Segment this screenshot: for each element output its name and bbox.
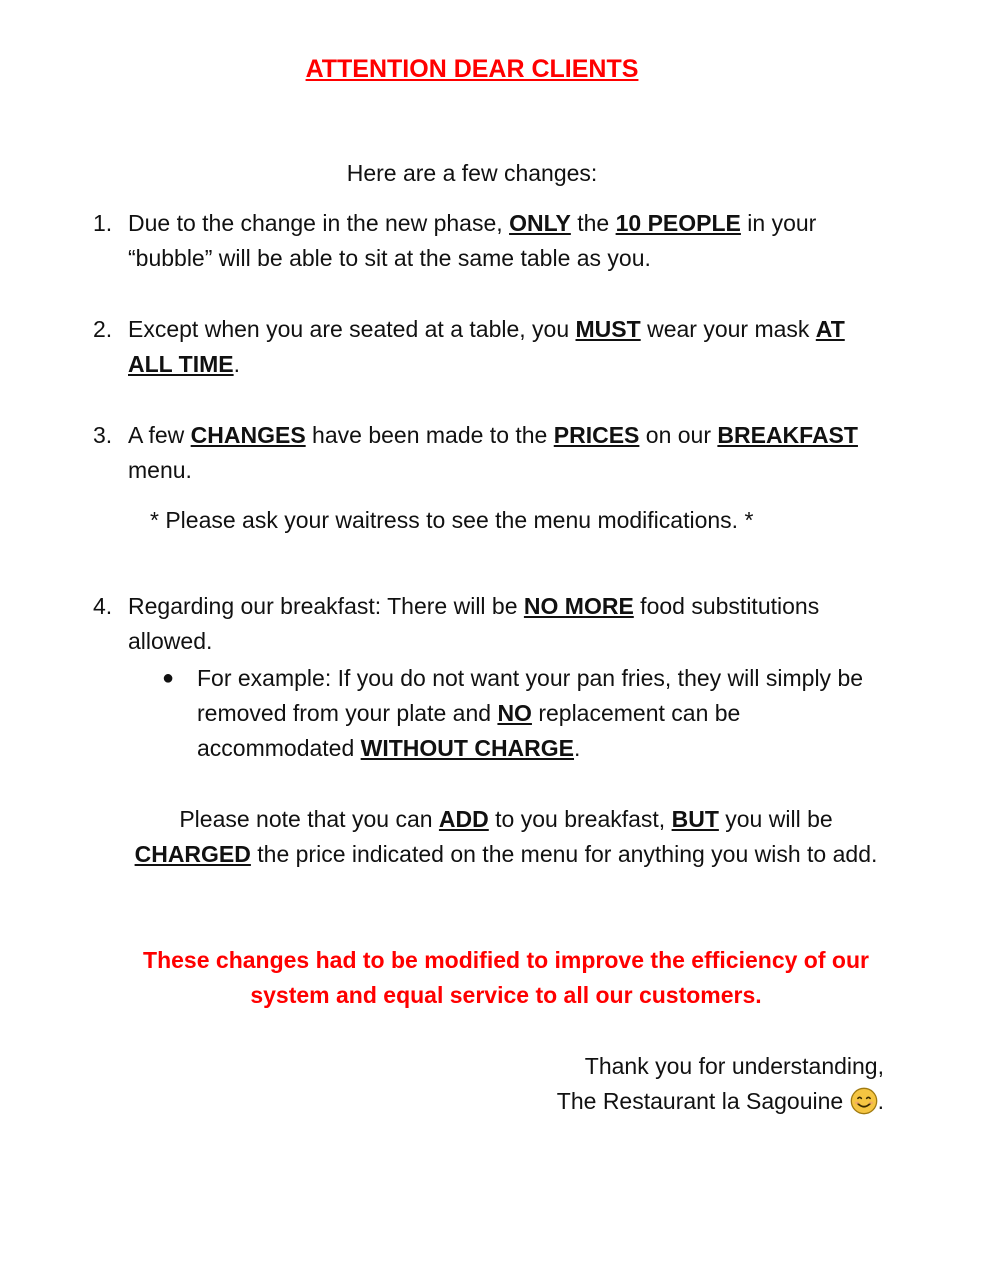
emphasis-charged: CHARGED (134, 841, 251, 867)
item-text-part: Except when you are seated at a table, you (128, 316, 576, 342)
item-text-part: Regarding our breakfast: There will be (128, 593, 524, 619)
note-text-part: Please note that you can (179, 806, 439, 832)
intro-text: Here are a few changes: (346, 160, 598, 186)
item-number: 2. (93, 316, 113, 342)
signoff-period: . (877, 1088, 884, 1114)
item-text (128, 312, 893, 382)
item-number: 3. (93, 422, 113, 448)
list-item-4 (93, 589, 893, 659)
list-item-3 (93, 418, 893, 488)
emphasis-prices: PRICES (553, 422, 640, 448)
list-item-1 (93, 206, 893, 276)
closing-signoff (480, 1084, 884, 1119)
item-text-part: in your “bubble” will be able to sit at the same table as you. (128, 210, 817, 271)
bullet-text-part: . (574, 735, 581, 761)
item-number: 1. (93, 210, 113, 236)
closing-signature (480, 1049, 884, 1119)
page-title: ATTENTION DEAR CLIENTS (305, 55, 639, 83)
item-text-part: menu. (128, 457, 192, 483)
emphasis-10-people: 10 PEOPLE (615, 210, 741, 236)
emphasis-at-all-time: AT ALL TIME (128, 316, 845, 377)
smiling-face-icon (850, 1087, 878, 1115)
restaurant-name: The Restaurant la Sagouine (556, 1088, 844, 1114)
emphasis-no-more: NO MORE (523, 593, 634, 619)
bullet-text-part: For example: If you do not want your pan fries, they will simply be removed from your plate and (197, 665, 864, 726)
note-text-part: to you breakfast, (488, 806, 672, 832)
bullet-text-part: replacement can be accommodated (197, 700, 741, 761)
item-text-part: the (570, 210, 616, 236)
item-text-part: have been made to the (305, 422, 554, 448)
emphasis-changes: CHANGES (190, 422, 306, 448)
item-text-part: A few (128, 422, 191, 448)
emphasis-without-charge: WITHOUT CHARGE (360, 735, 575, 761)
list-item-2 (93, 312, 893, 382)
item-text-part: on our (639, 422, 718, 448)
efficiency-message: These changes had to be modified to improve the efficiency of our system and equal service to all our customers. (143, 947, 869, 1008)
item-text-part: . (233, 351, 241, 377)
item-text-part: Due to the change in the new phase, (128, 210, 510, 236)
emphasis-but: BUT (671, 806, 719, 832)
item-text (128, 418, 893, 488)
emphasis-add: ADD (438, 806, 489, 832)
item-text-part: food substitutions allowed. (128, 593, 820, 654)
item-text (128, 589, 893, 659)
menu-modifications-note: * Please ask your waitress to see the menu modifications. * (150, 507, 754, 533)
emphasis-must: MUST (575, 316, 641, 342)
add-charge-note (130, 802, 882, 872)
bullet-text (197, 661, 892, 766)
note-text-part: you will be (718, 806, 833, 832)
emphasis-only: ONLY (509, 210, 571, 236)
item-text-part: wear your mask (640, 316, 816, 342)
example-bullet (162, 661, 892, 766)
emphasis-breakfast: BREAKFAST (717, 422, 858, 448)
item-number: 4. (93, 593, 113, 619)
emphasis-no: NO (497, 700, 532, 726)
closing-thanks: Thank you for understanding, (584, 1053, 884, 1079)
note-text-part: the price indicated on the menu for anything you wish to add. (250, 841, 878, 867)
item-text (128, 206, 893, 276)
bullet-dot-icon: ● (162, 667, 175, 689)
